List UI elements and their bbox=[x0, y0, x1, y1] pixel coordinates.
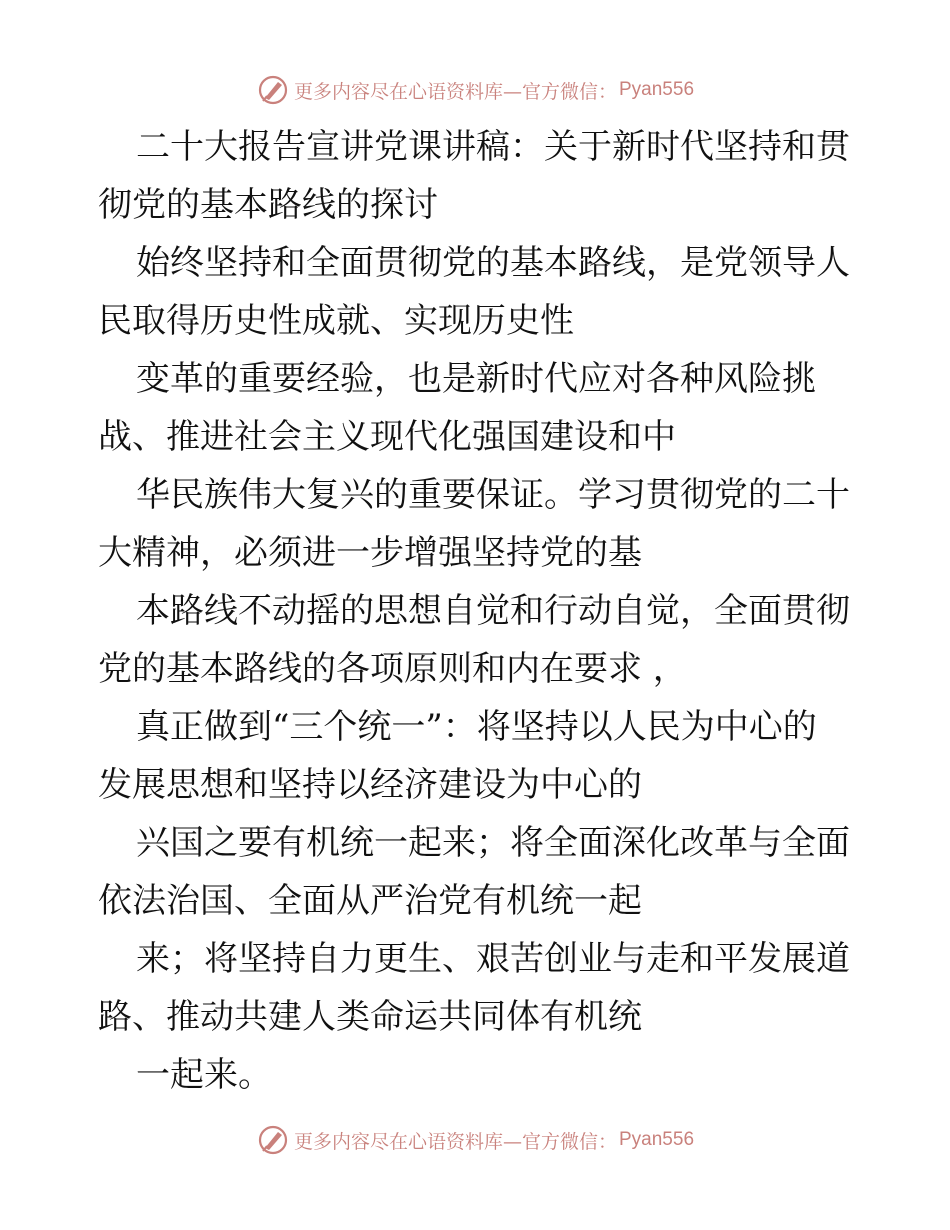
header-watermark-banner bbox=[0, 70, 950, 110]
text-line: 党的基本路线的各项原则和内在要求 ， bbox=[98, 649, 687, 689]
text-line: 变革的重要经验，也是新时代应对各种风险挑 bbox=[136, 359, 816, 399]
footer-watermark-banner bbox=[0, 1120, 950, 1160]
quill-circle-logo-icon bbox=[256, 1123, 290, 1157]
text-line: 真正做到“三个统一”：将坚持以人民为中心的 bbox=[136, 707, 817, 747]
text-line: 华民族伟大复兴的重要保证。学习贯彻党的二十 bbox=[136, 475, 850, 515]
text-line: 发展思想和坚持以经济建设为中心的 bbox=[98, 765, 642, 805]
text-line: 兴国之要有机统一起来；将全面深化改革与全面 bbox=[136, 823, 850, 863]
text-line: 本路线不动摇的思想自觉和行动自觉，全面贯彻 bbox=[136, 591, 850, 631]
banner-wechat-id: Pyan556 bbox=[619, 79, 695, 100]
text-line: 一起来。 bbox=[136, 1055, 272, 1095]
text-line: 大精神，必须进一步增强坚持党的基 bbox=[98, 533, 642, 573]
text-line: 路、推动共建人类命运共同体有机统 bbox=[98, 997, 642, 1037]
banner-wechat-id: Pyan556 bbox=[619, 1129, 695, 1150]
text-line: 彻党的基本路线的探讨 bbox=[98, 185, 438, 225]
text-line: 战、推进社会主义现代化强国建设和中 bbox=[98, 417, 676, 457]
text-line: 始终坚持和全面贯彻党的基本路线，是党领导人 bbox=[136, 243, 850, 283]
banner-text: 更多内容尽在心语资料库—官方微信： bbox=[293, 80, 617, 103]
text-line: 二十大报告宣讲党课讲稿：关于新时代坚持和贯 bbox=[136, 127, 850, 167]
document-body bbox=[98, 118, 858, 1104]
text-line: 民取得历史性成就、实现历史性 bbox=[98, 301, 574, 341]
text-line: 来；将坚持自力更生、艰苦创业与走和平发展道 bbox=[136, 939, 850, 979]
text-line: 依法治国、全面从严治党有机统一起 bbox=[98, 881, 642, 921]
banner-text: 更多内容尽在心语资料库—官方微信： bbox=[293, 1130, 617, 1153]
quill-circle-logo-icon bbox=[256, 73, 290, 107]
